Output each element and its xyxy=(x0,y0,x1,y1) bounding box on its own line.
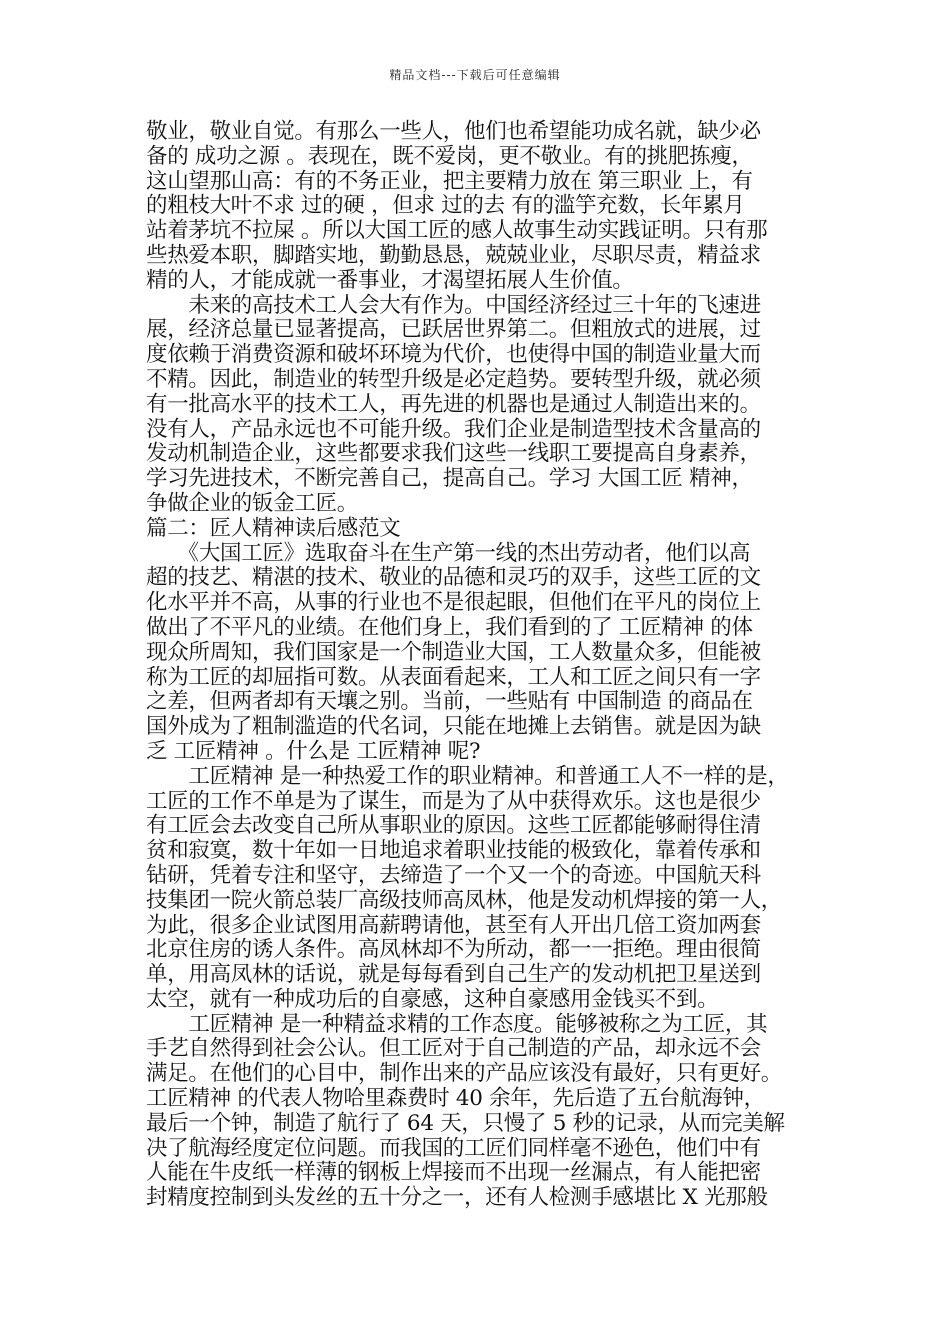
text-line: 备的 成功之源 。表现在，既不爱岗，更不敬业。有的挑肥拣瘦， xyxy=(146,143,753,169)
text-line: 超的技艺、精湛的技术、敬业的品德和灵巧的双手，这些工匠的文 xyxy=(146,565,761,591)
text-line: 些热爱本职，脚踏实地，勤勤恳恳，兢兢业业，尽职尽责，精益求 xyxy=(146,242,761,268)
text-line: 工匠精神 的代表人物哈里森费时 40 余年，先后造了五台航海钟， xyxy=(146,1086,765,1112)
text-line: 最后一个钟，制造了航行了 64 天，只慢了 5 秒的记录，从而完美解 xyxy=(146,1110,785,1136)
text-line: 单，用高凤林的话说，就是每每看到自己生产的发动机把卫星送到 xyxy=(146,962,761,988)
text-line: 有工匠会去改变自己所从事职业的原因。这些工匠都能够耐得住清 xyxy=(146,813,761,839)
text-line: 化水平并不高，从事的行业也不是很起眼，但他们在平凡的岗位上 xyxy=(146,590,761,616)
text-line: 争做企业的钣金工匠。 xyxy=(146,490,359,516)
text-line: 这山望那山高：有的不务正业，把主要精力放在 第三职业 上，有 xyxy=(146,168,753,194)
text-line: 为此，很多企业试图用高薪聘请他，甚至有人开出几倍工资加两套 xyxy=(146,912,761,938)
text-line: 工匠的工作不单是为了谋生，而是为了从中获得欢乐。这也是很少 xyxy=(146,788,761,814)
text-line: 贫和寂寞，数十年如一日地追求着职业技能的极致化，靠着传承和 xyxy=(146,838,761,864)
text-line: 北京住房的诱人条件。高凤林却不为所动，都一一拒绝。理由很简 xyxy=(146,937,761,963)
text-line: 站着茅坑不拉屎 。所以大国工匠的感人故事生动实践证明。只有那 xyxy=(146,218,768,244)
text-line: 满足。在他们的心目中，制作出来的产品应该没有最好，只有更好。 xyxy=(146,1061,783,1087)
document-body xyxy=(146,120,806,1211)
text-line: 没有人，产品永远也不可能升级。我们企业是制造型技术含量高的 xyxy=(146,416,761,442)
text-line: 工匠精神 是一种精益求精的工作态度。能够被称之为工匠，其 xyxy=(146,1011,768,1037)
text-line: 篇二：匠人精神读后感范文 xyxy=(146,515,401,541)
text-line: 度依赖于消费资源和破坏环境为代价，也使得中国的制造业量大而 xyxy=(146,342,761,368)
text-line: 手艺自然得到社会公认。但工匠对于自己制造的产品，却永远不会 xyxy=(146,1036,761,1062)
text-line: 决了航海经度定位问题。而我国的工匠们同样毫不逊色，他们中有 xyxy=(146,1135,761,1161)
text-line: 精的人，才能成就一番事业，才渴望拓展人生价值。 xyxy=(146,267,634,293)
text-line: 展，经济总量已显著提高，已跃居世界第二。但粗放式的进展，过 xyxy=(146,317,761,343)
text-line: 之差，但两者却有天壤之别。当前，一些贴有 中国制造 的商品在 xyxy=(146,689,753,715)
text-line: 工匠精神 是一种热爱工作的职业精神。和普通工人不一样的是， xyxy=(146,763,789,789)
text-line: 称为工匠的却屈指可数。从表面看起来，工人和工匠之间只有一字 xyxy=(146,664,761,690)
text-line: 技集团一院火箭总装厂高级技师高凤林，他是发动机焊接的第一人， xyxy=(146,887,783,913)
text-line: 太空，就有一种成功后的自豪感，这种自豪感用金钱买不到。 xyxy=(146,986,719,1012)
text-line: 不精。因此，制造业的转型升级是必定趋势。要转型升级，就必须 xyxy=(146,366,761,392)
text-line: 钻研，凭着专注和坚守，去缔造了一个又一个的奇迹。中国航天科 xyxy=(146,862,761,888)
text-line: 的粗枝大叶不求 过的硬 ，但求 过的去 有的滥竽充数，长年累月 xyxy=(146,193,745,219)
text-line: 国外成为了粗制滥造的代名词，只能在地摊上去销售。就是因为缺 xyxy=(146,714,761,740)
text-line: 人能在牛皮纸一样薄的钢板上焊接而不出现一丝漏点，有人能把密 xyxy=(146,1160,761,1186)
text-line: 做出了不平凡的业绩。在他们身上，我们看到的了 工匠精神 的体 xyxy=(146,614,753,640)
text-line: 发动机制造企业，这些都要求我们这些一线职工要提高自身素养， xyxy=(146,441,761,467)
page-header: 精品文档---下载后可任意编辑 xyxy=(389,68,561,82)
text-line: 学习先进技术，不断完善自己，提高自己。学习 大国工匠 精神， xyxy=(146,466,753,492)
text-line: 《大国工匠》选取奋斗在生产第一线的杰出劳动者，他们以高 xyxy=(146,540,751,566)
text-line: 未来的高技术工人会大有作为。中国经济经过三十年的飞速进 xyxy=(146,292,761,318)
text-line: 封精度控制到头发丝的五十分之一，还有人检测手感堪比 X 光那般 xyxy=(146,1185,768,1211)
text-line: 乏 工匠精神 。什么是 工匠精神 呢? xyxy=(146,738,481,764)
text-line: 现众所周知，我们国家是一个制造业大国，工人数量众多，但能被 xyxy=(146,639,761,665)
text-line: 有一批高水平的技术工人，再先进的机器也是通过人制造出来的。 xyxy=(146,391,761,417)
text-line: 敬业，敬业自觉。有那么一些人，他们也希望能功成名就，缺少必 xyxy=(146,119,761,144)
